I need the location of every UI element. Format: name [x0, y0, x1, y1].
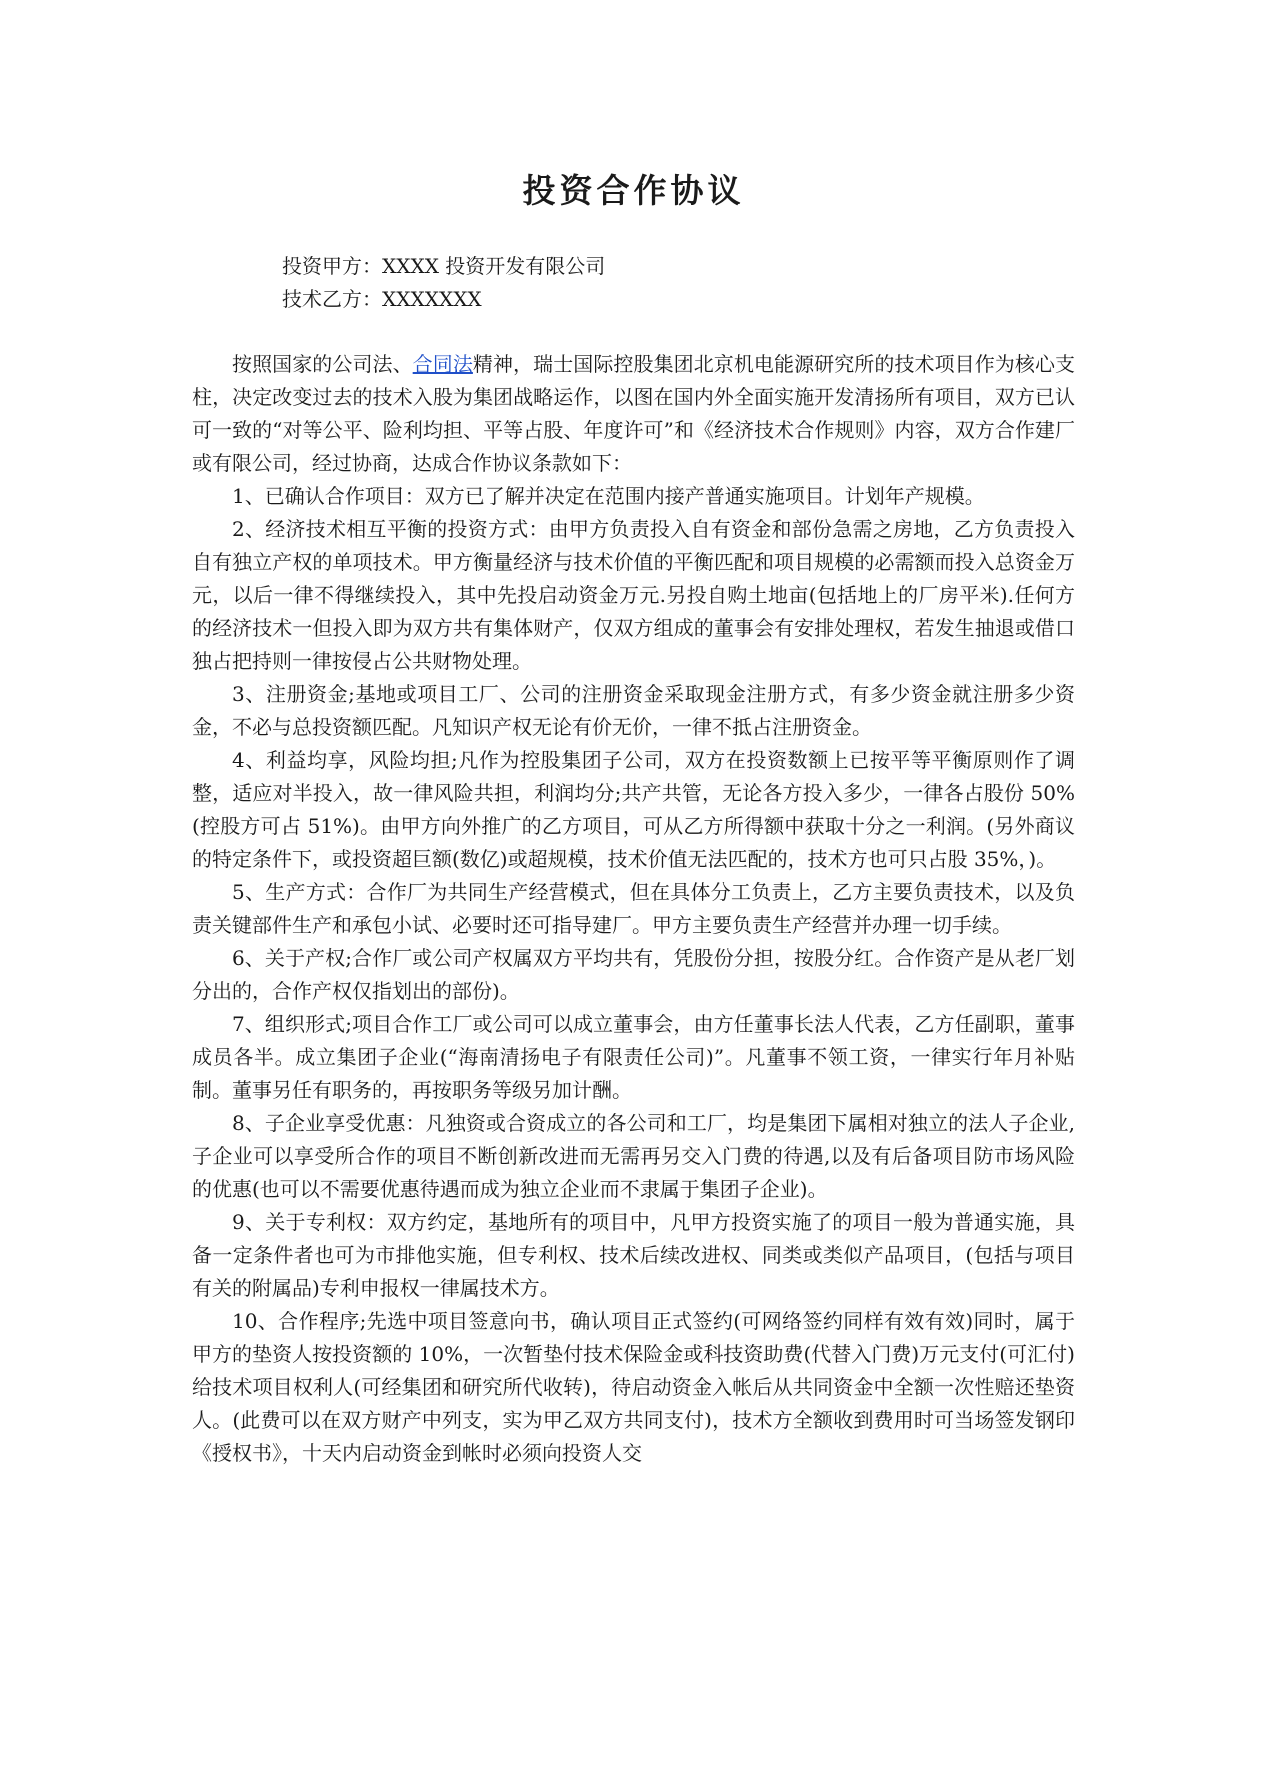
party-b-line: 技术乙方：XXXXXXX	[282, 287, 482, 311]
clause-7: 7、组织形式;项目合作工厂或公司可以成立董事会，由方任董事长法人代表，乙方任副职，董事成员各半。成立集团子企业(“海南清扬电子有限责任公司)”。凡董事不领工资，一律实行年月补贴制。董事另任有职务的，再按职务等级另加计酬。	[192, 1012, 1075, 1102]
document-title: 投资合作协议	[522, 171, 745, 210]
clause-5: 5、生产方式：合作厂为共同生产经营模式，但在具体分工负责上，乙方主要负责技术，以及负责关键部件生产和承包小试、必要时还可指导建厂。甲方主要负责生产经营并办理一切手续。	[192, 880, 1075, 937]
parties-block	[192, 250, 1075, 316]
clause-4: 4、利益均享，风险均担;凡作为控股集团子公司，双方在投资数额上已按平等平衡原则作了调整，适应对半投入，故一律风险共担，利润均分;共产共管，无论各方投入多少，一律各占股份 50%(控股方可占 51%)。由甲方向外推广的乙方项目，可从乙方所得额中获取十分之一利润。(另外商议的特定条件下，或投资超巨额(数亿)或超规模，技术价值无法匹配的，技术方也可只占股 35%，)。	[192, 748, 1075, 871]
intro-paragraph	[192, 348, 1075, 480]
intro-text-after-link: 精神，瑞士国际控股集团北京机电能源研究所的技术项目作为核心支柱，决定改变过去的技术入股为集团战略运作，以图在国内外全面实施开发清扬所有项目，双方已认可一致的“对等公平、险利均担、平等占股、年度许可”和《经济技术合作规则》内容，双方合作建厂或有限公司，经过协商，达成合作协议条款如下：	[192, 352, 1076, 475]
clause-10: 10、合作程序;先选中项目签意向书，确认项目正式签约(可网络签约同样有效有效)同时，属于甲方的垫资人按投资额的 10%，一次暂垫付技术保险金或科技资助费(代替入门费)万元支付(可汇付)给技术项目权利人(可经集团和研究所代收转)，待启动资金入帐后从共同资金中全额一次性赔还垫资人。(此费可以在双方财产中列支，实为甲乙双方共同支付)，技术方全额收到费用时可当场签发钢印《授权书》，十天内启动资金到帐时必须向投资人交	[192, 1309, 1075, 1465]
clause-9: 9、关于专利权：双方约定，基地所有的项目中，凡甲方投资实施了的项目一般为普通实施，具备一定条件者也可为市排他实施，但专利权、技术后续改进权、同类或类似产品项目，(包括与项目有关的附属品)专利申报权一律属技术方。	[192, 1210, 1075, 1300]
clause-8: 8、子企业享受优惠：凡独资或合资成立的各公司和工厂，均是集团下属相对独立的法人子企业,子企业可以享受所合作的项目不断创新改进而无需再另交入门费的待遇,以及有后备项目防市场风险的优惠(也可以不需要优惠待遇而成为独立企业而不隶属于集团子企业)。	[192, 1111, 1075, 1201]
clause-2: 2、经济技术相互平衡的投资方式：由甲方负责投入自有资金和部份急需之房地，乙方负责投入自有独立产权的单项技术。甲方衡量经济与技术价值的平衡匹配和项目规模的必需额而投入总资金万元，以后一律不得继续投入，其中先投启动资金万元.另投自购土地亩(包括地上的厂房平米).任何方的经济技术一但投入即为双方共有集体财产，仅双方组成的董事会有安排处理权，若发生抽退或借口独占把持则一律按侵占公共财物处理。	[192, 517, 1075, 673]
clause-1: 1、已确认合作项目：双方已了解并决定在范围内接产普通实施项目。计划年产规模。	[232, 484, 985, 508]
party-a-line: 投资甲方：XXXX 投资开发有限公司	[282, 254, 606, 278]
clause-3: 3、注册资金;基地或项目工厂、公司的注册资金采取现金注册方式，有多少资金就注册多少资金，不必与总投资额匹配。凡知识产权无论有价无价，一律不抵占注册资金。	[192, 682, 1075, 739]
clause-6: 6、关于产权;合作厂或公司产权属双方平均共有，凭股份分担，按股分红。合作资产是从老厂划分出的，合作产权仅指划出的部份)。	[192, 946, 1075, 1003]
intro-text-before-link: 按照国家的公司法、	[232, 352, 413, 376]
contract-law-link[interactable]: 合同法	[412, 352, 473, 376]
